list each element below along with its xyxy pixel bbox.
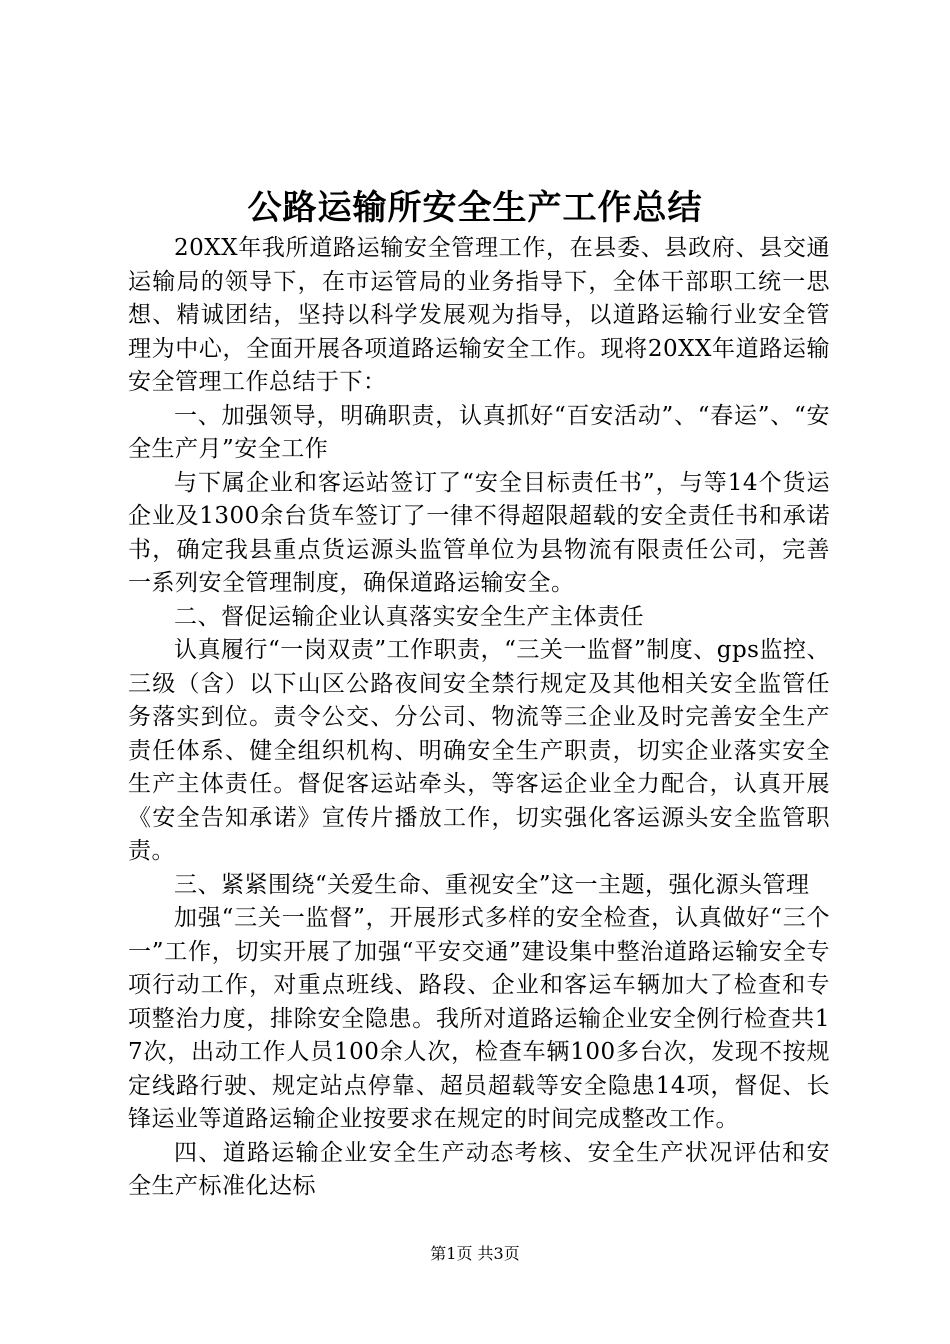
document-body [128, 232, 830, 1204]
paragraph-section-1: 与下属企业和客运站签订了“安全目标责任书”，与等14个货运企业及1300余台货车签订了一律不得超限超载的安全责任书和承诺书，确定我县重点货运源头监管单位为县物流有限责任公司，完善一系列安全管理制度，确保道路运输安全。 [128, 469, 830, 596]
section-heading-3: 三、紧紧围绕“关爱生命、重视安全”这一主题，强化源头管理 [174, 871, 810, 898]
section-heading-4: 四、道路运输企业安全生产动态考核、安全生产状况评估和安全生产标准化达标 [128, 1139, 830, 1199]
paragraph-section-2: 认真履行“一岗双责”工作职责，“三关一监督”制度、gps监控、三级（含）以下山区公路夜间安全禁行规定及其他相关安全监管任务落实到位。责令公交、分公司、物流等三企业及时完善安全生产责任体系、健全组织机构、明确安全生产职责，切实企业落实安全生产主体责任。督促客运站牵头，等客运企业全力配合，认真开展《安全告知承诺》宣传片播放工作，切实强化客运源头安全监管职责。 [128, 637, 830, 864]
section-heading-2: 二、督促运输企业认真落实安全生产主体责任 [174, 603, 644, 630]
section-heading-1: 一、加强领导，明确职责，认真抓好“百安活动”、“春运”、“安全生产月”安全工作 [128, 402, 830, 462]
paragraph-section-3: 加强“三关一监督”，开展形式多样的安全检查，认真做好“三个一”工作，切实开展了加强“平安交通”建设集中整治道路运输安全专项行动工作，对重点班线、路段、企业和客运车辆加大了检查和专项整治力度，排除安全隐患。我所对道路运输企业安全例行检查共17次，出动工作人员100余人次，检查车辆100多台次，发现不按规定线路行驶、规定站点停靠、超员超载等安全隐患14项，督促、长锋运业等道路运输企业按要求在规定的时间完成整改工作。 [128, 905, 830, 1132]
page-number-footer: 第1页 共3页 [430, 1244, 520, 1263]
document-title: 公路运输所安全生产工作总结 [247, 188, 703, 228]
paragraph-intro: 20XX年我所道路运输安全管理工作，在县委、县政府、县交通运输局的领导下，在市运管局的业务指导下，全体干部职工统一思想、精诚团结，坚持以科学发展观为指导，以道路运输行业安全管理为中心，全面开展各项道路运输安全工作。现将20XX年道路运输安全管理工作总结于下： [128, 235, 830, 395]
